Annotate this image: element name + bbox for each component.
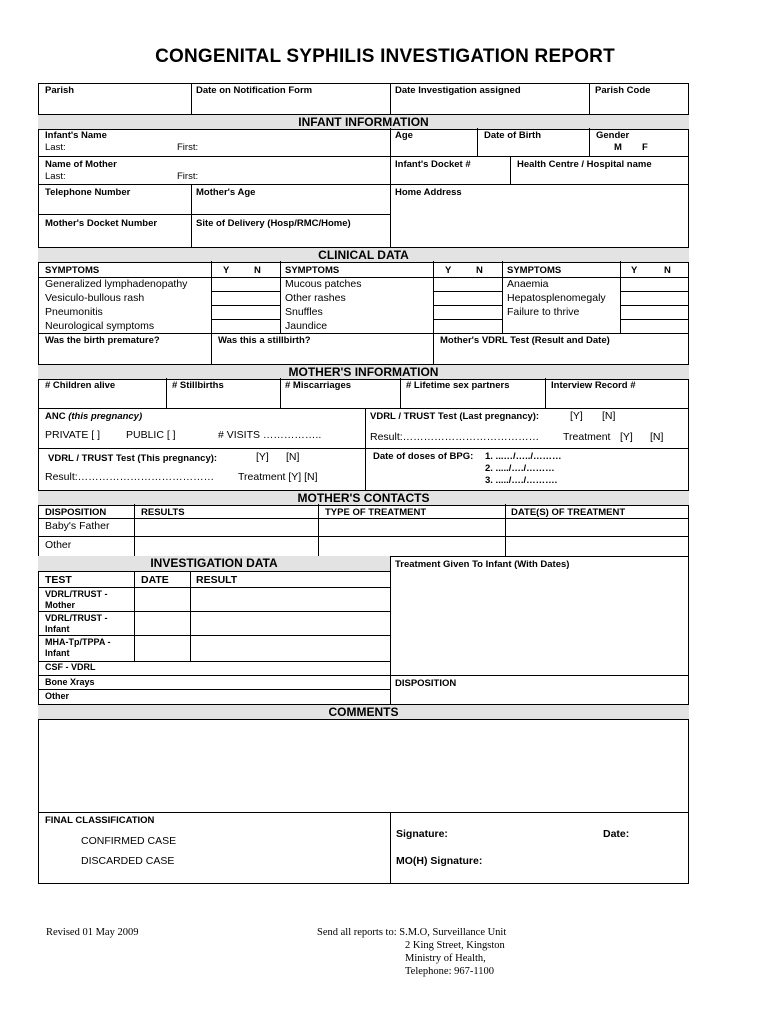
health-centre-label: Health Centre / Hospital name (517, 159, 652, 170)
divider (38, 156, 689, 157)
divider (318, 504, 319, 557)
divider (620, 305, 689, 306)
divider (38, 333, 689, 334)
divider (38, 518, 689, 519)
mo-signature-label: MO(H) Signature: (396, 855, 483, 867)
vdrl-this-y[interactable]: [Y] (256, 451, 269, 463)
symptom-item: Failure to thrive (507, 306, 580, 318)
final-classification-label: FINAL CLASSIFICATION (45, 815, 155, 826)
divider (390, 128, 391, 247)
symptom-item: Anaemia (507, 278, 549, 290)
divider (510, 156, 511, 184)
page-title: CONGENITAL SYPHILIS INVESTIGATION REPORT (155, 46, 615, 67)
treatment-last-label: Treatment (563, 431, 611, 443)
result-last-field[interactable]: Result:………………………………… (370, 431, 540, 443)
send-to: Send all reports to: S.M.O, Surveillance Unit (317, 927, 507, 938)
divider (505, 504, 506, 557)
divider (134, 571, 135, 661)
divider (38, 571, 391, 572)
test-item: Bone Xrays (45, 677, 95, 687)
divider (620, 291, 689, 292)
no-header: N (254, 265, 261, 276)
confirmed-case-option[interactable]: CONFIRMED CASE (81, 835, 177, 847)
divider (433, 291, 503, 292)
mother-contacts-header: MOTHER'S CONTACTS (38, 490, 689, 506)
symptom-item: Pneumonitis (45, 306, 103, 318)
divider (38, 689, 391, 690)
address-line: 2 King Street, Kingston (405, 940, 505, 951)
divider (38, 408, 689, 409)
gender-m[interactable]: M (614, 142, 622, 153)
divider (280, 378, 281, 408)
age-label: Age (395, 130, 413, 141)
symptom-item: Vesiculo-bullous rash (45, 292, 145, 304)
disposition-label: DISPOSITION (395, 678, 457, 689)
comments-area[interactable] (39, 720, 688, 812)
home-address-label: Home Address (395, 187, 462, 198)
mother-vdrl-label: Mother's VDRL Test (Result and Date) (440, 335, 610, 346)
yes-header: Y (631, 265, 638, 276)
divider (191, 83, 192, 114)
divider (390, 556, 391, 704)
premature-label: Was the birth premature? (45, 335, 160, 346)
no-header: N (664, 265, 671, 276)
mother-age-label: Mother's Age (196, 187, 256, 198)
vdrl-last-n[interactable]: [N] (602, 410, 616, 422)
vdrl-last-y[interactable]: [Y] (570, 410, 583, 422)
symptom-item: Jaundice (285, 320, 328, 332)
symptom-item: Snuffles (285, 306, 323, 318)
signature-label: Signature: (396, 828, 448, 840)
frame-bottom (38, 883, 689, 884)
miscarriages-label: # Miscarriages (285, 380, 352, 391)
anc-label (45, 411, 142, 422)
divider (38, 536, 689, 537)
test-header: TEST (45, 574, 72, 586)
divider (390, 83, 391, 114)
anc-text: ANC (45, 411, 66, 422)
contacts-type-header: TYPE OF TREATMENT (325, 507, 427, 518)
divider (390, 812, 391, 883)
result-header: RESULT (196, 574, 238, 586)
visits-field[interactable]: # VISITS …………….. (218, 429, 322, 441)
divider (166, 378, 167, 408)
symptoms-header: SYMPTOMS (285, 265, 340, 276)
divider (280, 261, 281, 333)
symptom-item: Neurological symptoms (45, 320, 155, 332)
mother-last-label: Last: (45, 171, 66, 182)
divider (620, 319, 689, 320)
divider (433, 319, 503, 320)
divider (589, 83, 590, 114)
date-label: Date: (603, 828, 630, 840)
vdrl-this-label: VDRL / TRUST Test (This pregnancy): (48, 453, 218, 464)
treatment-this[interactable]: Treatment [Y] [N] (238, 471, 318, 483)
gender-f[interactable]: F (642, 142, 648, 153)
contacts-disposition-header: DISPOSITION (45, 507, 107, 518)
date-assigned-label: Date Investigation assigned (395, 85, 521, 96)
infant-docket-label: Infant's Docket # (395, 159, 471, 170)
result-this-field[interactable]: Result:………………………………… (45, 471, 215, 483)
yes-header: Y (223, 265, 230, 276)
revised-date: Revised 01 May 2009 (46, 927, 139, 938)
divider (38, 448, 689, 449)
contacts-results-header: RESULTS (141, 507, 185, 518)
vdrl-this-n[interactable]: [N] (286, 451, 300, 463)
test-item: VDRL/TRUST - Infant (45, 613, 108, 634)
divider (589, 128, 590, 156)
yes-header: Y (445, 265, 452, 276)
symptom-item: Other rashes (285, 292, 346, 304)
interview-record-label: Interview Record # (551, 380, 636, 391)
test-item: Other (45, 691, 70, 701)
comments-header: COMMENTS (38, 704, 689, 720)
divider (502, 261, 503, 333)
parish-code-label: Parish Code (595, 85, 651, 96)
anc-this-pregnancy: (this pregnancy) (68, 411, 143, 422)
bpg-label: Date of doses of BPG: (373, 451, 474, 462)
stillbirths-label: # Stillbirths (172, 380, 224, 391)
divider (620, 261, 621, 333)
divider (38, 635, 391, 636)
telephone-line: Telephone: 967-1100 (405, 966, 494, 977)
vdrl-last-label: VDRL / TRUST Test (Last pregnancy): (370, 411, 540, 422)
divider (38, 214, 391, 215)
bpg-dose-3[interactable]: 3. ...../…./………. (485, 475, 558, 486)
symptom-item: Mucous patches (285, 278, 362, 290)
bpg-dose-1[interactable]: 1. ...…/…../……… (485, 451, 562, 462)
test-item: MHA-Tp/TPPA - Infant (45, 637, 111, 658)
divider (134, 504, 135, 557)
contacts-dates-header: DATE(S) OF TREATMENT (511, 507, 626, 518)
divider (365, 408, 366, 490)
other-contact-row: Other (45, 539, 72, 551)
divider (38, 812, 689, 813)
date-header: DATE (141, 574, 169, 586)
mother-info-header: MOTHER'S INFORMATION (38, 364, 689, 380)
test-item: CSF - VDRL (45, 662, 96, 672)
divider (38, 184, 689, 185)
frame-top (38, 83, 689, 84)
clinical-data-header: CLINICAL DATA (38, 247, 689, 263)
infant-first-label: First: (177, 142, 199, 153)
divider (38, 587, 391, 588)
divider (477, 128, 478, 156)
date-notification-label: Date on Notification Form (196, 85, 313, 96)
investigation-header (38, 556, 390, 571)
stillbirth-label: Was this a stillbirth? (218, 335, 311, 346)
treatment-last-n[interactable]: [N] (650, 431, 664, 443)
divider (545, 378, 546, 408)
symptom-item: Generalized lymphadenopathy (45, 278, 188, 290)
frame-right (688, 83, 689, 884)
private-option[interactable]: PRIVATE [ ] (45, 429, 101, 441)
babys-father-row: Baby's Father (45, 520, 110, 532)
divider (191, 184, 192, 247)
divider (38, 611, 391, 612)
symptoms-header: SYMPTOMS (45, 265, 100, 276)
investigation-header-text: INVESTIGATION DATA (150, 556, 278, 570)
gender-label: Gender (596, 130, 630, 141)
symptom-item: Hepatosplenomegaly (507, 292, 606, 304)
treatment-last-y[interactable]: [Y] (620, 431, 633, 443)
mother-docket-label: Mother's Docket Number (45, 218, 158, 229)
symptoms-header: SYMPTOMS (507, 265, 562, 276)
mother-first-label: First: (177, 171, 199, 182)
parish-label: Parish (45, 85, 75, 96)
infant-last-label: Last: (45, 142, 66, 153)
divider (38, 675, 689, 676)
bpg-dose-2[interactable]: 2. ...../…./……… (485, 463, 555, 474)
mother-name-label: Name of Mother (45, 159, 117, 170)
no-header: N (476, 265, 483, 276)
test-item: VDRL/TRUST - Mother (45, 589, 108, 610)
divider (211, 319, 281, 320)
divider (190, 571, 191, 661)
divider (211, 305, 281, 306)
divider (433, 305, 503, 306)
infant-info-header: INFANT INFORMATION (38, 114, 689, 130)
lifetime-partners-label: # Lifetime sex partners (406, 380, 510, 391)
dob-label: Date of Birth (484, 130, 541, 141)
divider (211, 291, 281, 292)
divider (400, 378, 401, 408)
discarded-case-option[interactable]: DISCARDED CASE (81, 855, 175, 867)
telephone-label: Telephone Number (45, 187, 131, 198)
address-line: Ministry of Health, (405, 953, 486, 964)
children-alive-label: # Children alive (45, 380, 116, 391)
treatment-infant-label: Treatment Given To Infant (With Dates) (395, 559, 570, 570)
site-delivery-label: Site of Delivery (Hosp/RMC/Home) (196, 218, 351, 229)
public-option[interactable]: PUBLIC [ ] (126, 429, 176, 441)
infants-name-label: Infant's Name (45, 130, 107, 141)
